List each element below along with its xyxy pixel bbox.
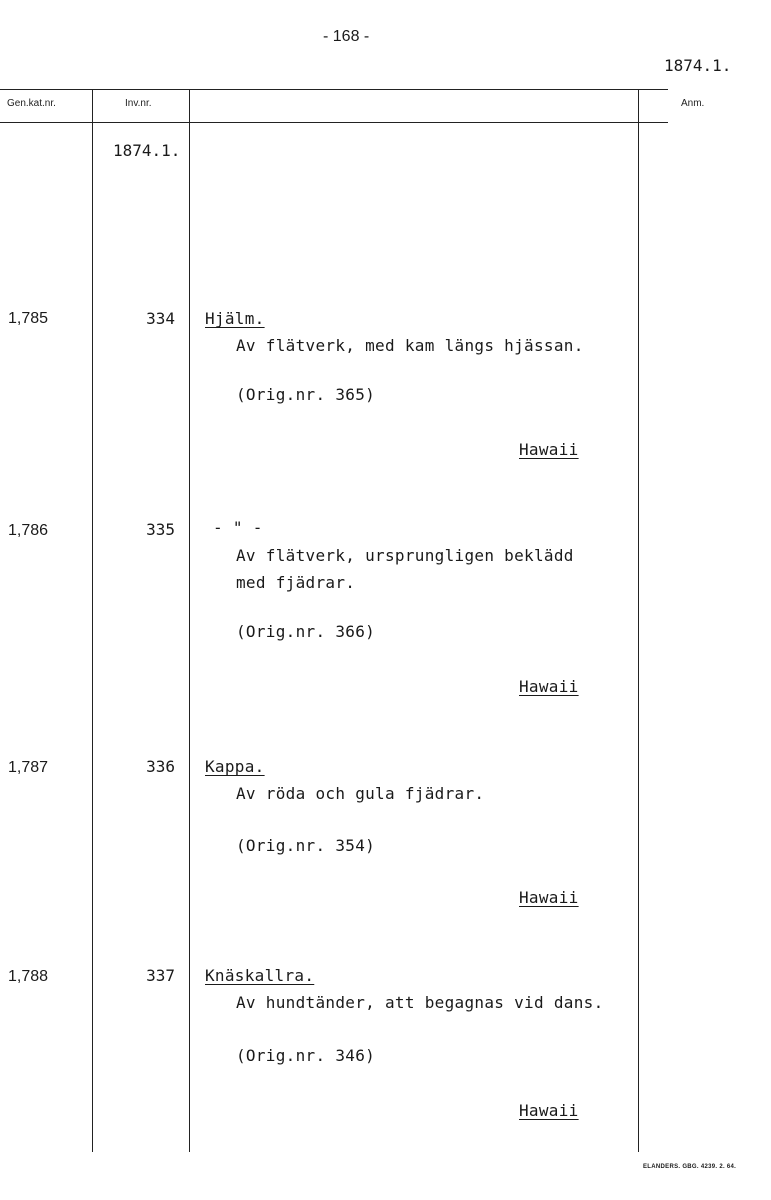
place: Hawaii xyxy=(519,1101,579,1120)
column-divider-inv xyxy=(189,89,190,1152)
column-header-anm: Anm. xyxy=(681,98,705,109)
entry-description: Av hundtänder, att begagnas vid dans. xyxy=(236,993,604,1012)
inventory-number: 336 xyxy=(146,757,175,776)
gen-kat-number: 1,785 xyxy=(8,310,49,327)
column-header-gen: Gen.kat.nr. xyxy=(7,98,56,109)
entry-title: Knäskallra. xyxy=(205,966,315,985)
original-number: (Orig.nr. 346) xyxy=(236,1046,376,1065)
gen-kat-number: 1,786 xyxy=(8,522,49,539)
original-number: (Orig.nr. 354) xyxy=(236,836,376,855)
inventory-number: 337 xyxy=(146,966,175,985)
column-header-inv: Inv.nr. xyxy=(125,98,152,109)
place: Hawaii xyxy=(519,440,579,459)
table-top-rule xyxy=(0,89,668,90)
entry-title: - " - xyxy=(213,518,263,537)
page-code: 1874.1. xyxy=(664,56,732,75)
entry-title: Kappa. xyxy=(205,757,265,776)
place: Hawaii xyxy=(519,677,579,696)
entry-description: Av röda och gula fjädrar. xyxy=(236,784,485,803)
gen-kat-number: 1,787 xyxy=(8,759,49,776)
column-divider-gen xyxy=(92,89,93,1152)
accession-code: 1874.1. xyxy=(113,141,181,160)
header-bottom-rule xyxy=(0,122,668,123)
page-number: - 168 - xyxy=(323,28,370,45)
entry-description: Av flätverk, ursprungligen beklädd xyxy=(236,546,574,565)
original-number: (Orig.nr. 365) xyxy=(236,385,376,404)
entry-description: Av flätverk, med kam längs hjässan. xyxy=(236,336,584,355)
entry-description: med fjädrar. xyxy=(236,573,356,592)
column-divider-anm xyxy=(638,89,639,1152)
printer-imprint: ELANDERS. GBG. 4239. 2. 64. xyxy=(643,1164,737,1170)
place: Hawaii xyxy=(519,888,579,907)
inventory-number: 334 xyxy=(146,309,175,328)
inventory-number: 335 xyxy=(146,520,175,539)
original-number: (Orig.nr. 366) xyxy=(236,622,376,641)
entry-title: Hjälm. xyxy=(205,309,265,328)
gen-kat-number: 1,788 xyxy=(8,968,49,985)
